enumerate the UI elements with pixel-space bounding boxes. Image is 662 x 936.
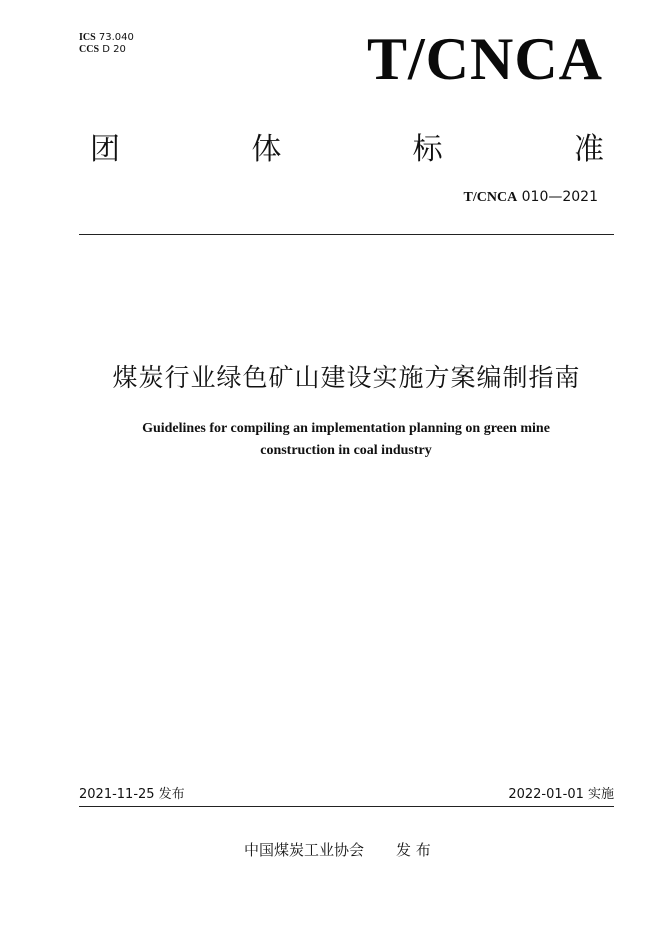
classification-codes <box>79 32 134 56</box>
title-english <box>100 418 592 462</box>
title-chinese: 煤炭行业绿色矿山建设实施方案编制指南 <box>112 363 581 392</box>
standard-number-prefix: T/CNCA <box>463 190 518 205</box>
ccs-code: D 20 <box>102 44 126 55</box>
ccs-line <box>79 44 134 56</box>
publisher <box>244 840 431 860</box>
ics-label: ICS <box>79 32 96 43</box>
publisher-action: 发 布 <box>396 841 431 859</box>
implementation-date: 2022-01-01 实施 <box>508 787 614 802</box>
publisher-name: 中国煤炭工业协会 <box>244 841 365 859</box>
standard-type-char: 标 <box>412 132 443 167</box>
standard-type-char: 团 <box>90 132 120 167</box>
standard-type-char: 准 <box>573 132 604 167</box>
ics-code: 73.040 <box>98 32 134 43</box>
issue-date: 2021-11-25 发布 <box>79 787 185 802</box>
standard-type-char: 体 <box>251 132 282 167</box>
bottom-divider <box>79 806 614 807</box>
ccs-label: CCS <box>79 44 100 55</box>
standard-number <box>464 188 598 207</box>
standard-type-heading <box>90 124 604 168</box>
standard-logo: T/CNCA <box>366 26 603 92</box>
standard-number-value: 010—2021 <box>521 189 598 205</box>
top-divider <box>79 234 614 235</box>
title-english-line: Guidelines for compiling an implementation planning on green mine <box>142 421 550 436</box>
ics-line <box>79 32 134 44</box>
title-english-line: construction in coal industry <box>260 443 432 458</box>
